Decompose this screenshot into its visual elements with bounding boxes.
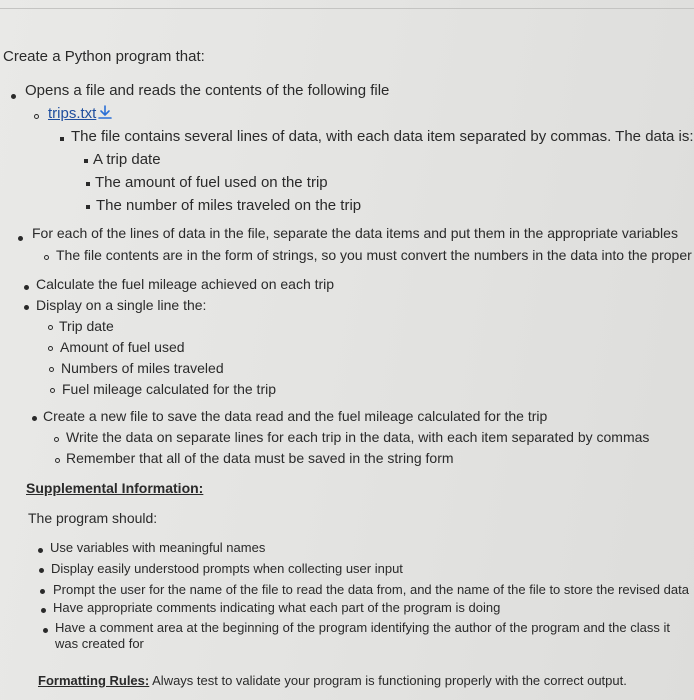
data-item: The number of miles traveled on the trip bbox=[96, 197, 362, 214]
create-item: Write the data on separate lines for each trip in the data, with each item separated by commas bbox=[66, 429, 650, 445]
supplemental-intro: The program should: bbox=[28, 510, 158, 526]
display-item: Numbers of miles traveled bbox=[61, 360, 224, 376]
supplemental-item: Display easily understood prompts when collecting user input bbox=[51, 561, 403, 576]
item-separate: For each of the lines of data in the file, separate the data items and put them in the appropriate variables bbox=[32, 225, 678, 241]
item-create-file: Create a new file to save the data read and the fuel mileage calculated for the trip bbox=[43, 408, 548, 424]
data-item: The amount of fuel used on the trip bbox=[95, 174, 328, 191]
data-item: A trip date bbox=[93, 151, 161, 168]
bullet bbox=[11, 94, 16, 99]
display-item: Trip date bbox=[59, 318, 114, 334]
bullet bbox=[48, 346, 53, 351]
display-item: Fuel mileage calculated for the trip bbox=[62, 381, 276, 397]
bullet bbox=[41, 608, 46, 613]
supplemental-item-cont: was created for bbox=[55, 636, 144, 651]
supplemental-item: Use variables with meaningful names bbox=[50, 540, 266, 555]
bullet bbox=[86, 205, 90, 209]
formatting-label: Formatting Rules: bbox=[38, 673, 150, 688]
formatting-text: Always test to validate your program is functioning properly with the correct output. bbox=[149, 673, 627, 688]
item-file-desc: The file contains several lines of data, with each data item separated by commas. The data is: bbox=[71, 128, 694, 145]
display-item: Amount of fuel used bbox=[60, 339, 185, 355]
intro-text: Create a Python program that: bbox=[3, 48, 205, 65]
formatting-rules bbox=[38, 673, 627, 688]
bullet bbox=[32, 416, 37, 421]
item-display: Display on a single line the: bbox=[36, 297, 207, 313]
bullet bbox=[40, 589, 45, 594]
download-icon[interactable] bbox=[97, 104, 113, 120]
bullet bbox=[86, 182, 90, 186]
bullet bbox=[38, 548, 43, 553]
bullet bbox=[54, 437, 59, 442]
supplemental-item: Have a comment area at the beginning of the program identifying the author of the program and the class it bbox=[55, 620, 670, 635]
bullet bbox=[49, 367, 54, 372]
bullet bbox=[44, 255, 49, 260]
supplemental-item: Prompt the user for the name of the file to read the data from, and the name of the file to store the revised data bbox=[53, 582, 689, 597]
supplemental-item: Have appropriate comments indicating what each part of the program is doing bbox=[53, 600, 501, 615]
supplemental-heading: Supplemental Information: bbox=[26, 480, 204, 496]
bullet bbox=[43, 628, 48, 633]
bullet bbox=[24, 285, 29, 290]
bullet bbox=[34, 114, 39, 119]
divider bbox=[0, 8, 694, 9]
bullet bbox=[48, 325, 53, 330]
bullet bbox=[39, 568, 44, 573]
bullet bbox=[50, 388, 55, 393]
bullet bbox=[84, 159, 88, 163]
item-convert: The file contents are in the form of strings, so you must convert the numbers in the data into the proper bbox=[56, 247, 692, 263]
item-calculate: Calculate the fuel mileage achieved on each trip bbox=[36, 276, 335, 292]
file-link[interactable]: trips.txt bbox=[48, 105, 97, 122]
bullet bbox=[55, 458, 60, 463]
item-open-file: Opens a file and reads the contents of the following file bbox=[25, 82, 390, 99]
bullet bbox=[60, 137, 64, 141]
bullet bbox=[18, 236, 23, 241]
bullet bbox=[24, 305, 29, 310]
create-item: Remember that all of the data must be saved in the string form bbox=[66, 450, 454, 466]
